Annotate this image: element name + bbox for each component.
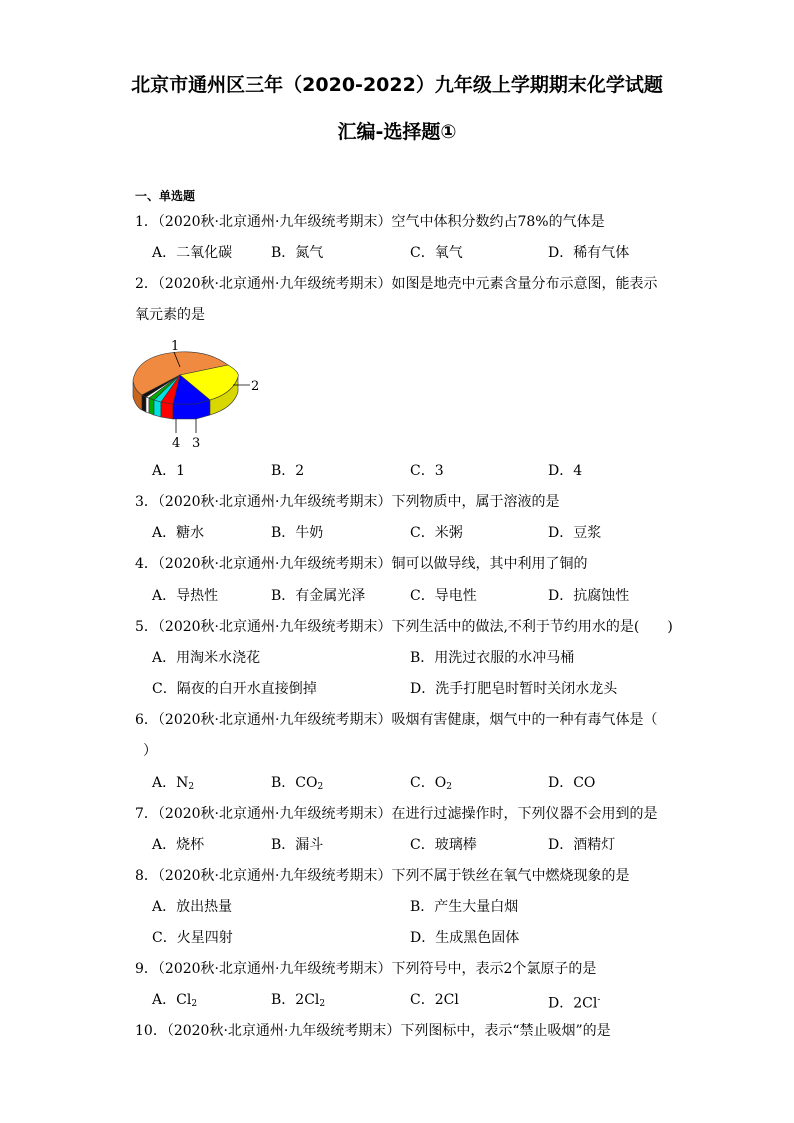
question-source: （2020秋·北京通州·九年级统考期末） (157, 712, 392, 728)
option-a: A．1 (152, 463, 186, 479)
option-b: B．2 (271, 463, 305, 479)
question-text: 如图是地壳中元素含量分布示意图，能表示 (391, 276, 658, 292)
option-b: B．漏斗 (271, 837, 324, 853)
option-a: A．糖水 (152, 525, 205, 541)
option-d: D．洗手打肥皂时暂时关闭水龙头 (410, 681, 618, 697)
question-text: 空气中体积分数约占78%的气体是 (391, 214, 605, 230)
option-c: C．米粥 (410, 525, 463, 541)
option-a: A．烧杯 (152, 837, 205, 853)
question-5 (135, 617, 673, 637)
question-number: 1． (135, 214, 158, 230)
option-b: B．牛奶 (271, 525, 324, 541)
pie-label-2: 2 (251, 379, 260, 394)
question-2 (135, 274, 657, 294)
question-source: （2020秋·北京通州·九年级统考期末） (166, 1023, 401, 1039)
document-title-line2: 汇编-选择题① (337, 121, 457, 143)
question-3 (135, 492, 559, 512)
option-c: C．氧气 (410, 245, 463, 261)
question-8 (135, 866, 629, 886)
option-b: B．$2Cl_2$ (271, 992, 326, 1009)
question-text: 下列不属于铁丝在氧气中燃烧现象的是 (391, 868, 630, 884)
question-source: （2020秋·北京通州·九年级统考期末） (157, 276, 392, 292)
question-4 (135, 554, 587, 574)
option-b: B．氮气 (271, 245, 324, 261)
option-a: A．$N_2$ (152, 775, 195, 792)
option-a: A．放出热量 (152, 899, 233, 915)
option-d: D．稀有气体 (548, 245, 630, 261)
question-number: 6． (135, 712, 158, 728)
question-source: （2020秋·北京通州·九年级统考期末） (157, 556, 392, 572)
question-number: 8． (135, 868, 158, 884)
option-d: D．酒精灯 (548, 837, 616, 853)
question-text: 铜可以做导线，其中利用了铜的 (391, 556, 588, 572)
option-a: A．$Cl_2$ (152, 992, 198, 1009)
question-source: （2020秋·北京通州·九年级统考期末） (157, 868, 392, 884)
question-text: 下列生活中的做法,不利于节约用水的是( ) (391, 619, 673, 635)
question-source: （2020秋·北京通州·九年级统考期末） (157, 214, 392, 230)
question-number: 4． (135, 556, 158, 572)
pie-side-cyan (154, 400, 161, 417)
question-source: （2020秋·北京通州·九年级统考期末） (157, 494, 392, 510)
question-number: 5． (135, 619, 158, 635)
option-d: D．CO (548, 775, 596, 791)
pie-label-4: 4 (172, 436, 181, 451)
question-text: 吸烟有害健康，烟气中的一种有毒气体是（ (391, 712, 658, 728)
pie-label-1: 1 (171, 339, 180, 354)
option-c: C．玻璃棒 (410, 837, 477, 853)
option-c: C．3 (410, 463, 444, 479)
section-heading: 一、单选题 (135, 189, 196, 203)
crust-element-pie-chart (128, 335, 273, 455)
question-source: （2020秋·北京通州·九年级统考期末） (157, 806, 392, 822)
option-b: B．用洗过衣服的水冲马桶 (410, 650, 575, 666)
pie-side-red (161, 402, 173, 419)
option-a: A．二氧化碳 (152, 245, 233, 261)
option-a: A．用淘米水浇花 (152, 650, 261, 666)
question-number: 7． (135, 806, 158, 822)
question-text: 在进行过滤操作时，下列仪器不会用到的是 (391, 806, 658, 822)
question-6-continued: ） (143, 743, 157, 759)
question-text: 下列符号中，表示2个氯原子的是 (391, 961, 597, 977)
option-d: D．2Cl- (548, 995, 601, 1012)
question-number: 3． (135, 494, 158, 510)
question-source: （2020秋·北京通州·九年级统考期末） (157, 619, 392, 635)
option-b: B．产生大量白烟 (410, 899, 519, 915)
question-9 (135, 959, 596, 979)
option-c: C．隔夜的白开水直接倒掉 (152, 681, 317, 697)
option-a: A．导热性 (152, 588, 219, 604)
pie-side-green (149, 398, 154, 415)
option-c: C．火星四射 (152, 930, 233, 946)
question-2-continued: 氧元素的是 (135, 307, 205, 323)
question-10 (135, 1021, 611, 1041)
option-d: D．豆浆 (548, 525, 602, 541)
option-b: B．$CO_2$ (271, 775, 324, 792)
question-text: 下列图标中，表示“禁止吸烟”的是 (400, 1023, 611, 1039)
pie-side-black (142, 395, 146, 412)
option-d: D．4 (548, 463, 583, 479)
option-c: C．导电性 (410, 588, 477, 604)
question-number: 2． (135, 276, 158, 292)
question-6 (135, 710, 657, 730)
pie-side-white (146, 397, 149, 413)
question-7 (135, 804, 657, 824)
question-text: 下列物质中，属于溶液的是 (391, 494, 560, 510)
pie-label-3: 3 (192, 436, 201, 451)
question-number: 9． (135, 961, 158, 977)
question-source: （2020秋·北京通州·九年级统考期末） (157, 961, 392, 977)
option-d: D．抗腐蚀性 (548, 588, 630, 604)
question-number: 10． (135, 1023, 167, 1039)
option-b: B．有金属光泽 (271, 588, 366, 604)
document-title-line1: 北京市通州区三年（2020-2022）九年级上学期期末化学试题 (131, 74, 663, 96)
option-c: C．$O_2$ (410, 775, 452, 792)
option-d: D．生成黑色固体 (410, 930, 520, 946)
question-1 (135, 212, 605, 232)
option-c: C．2Cl (410, 992, 459, 1008)
